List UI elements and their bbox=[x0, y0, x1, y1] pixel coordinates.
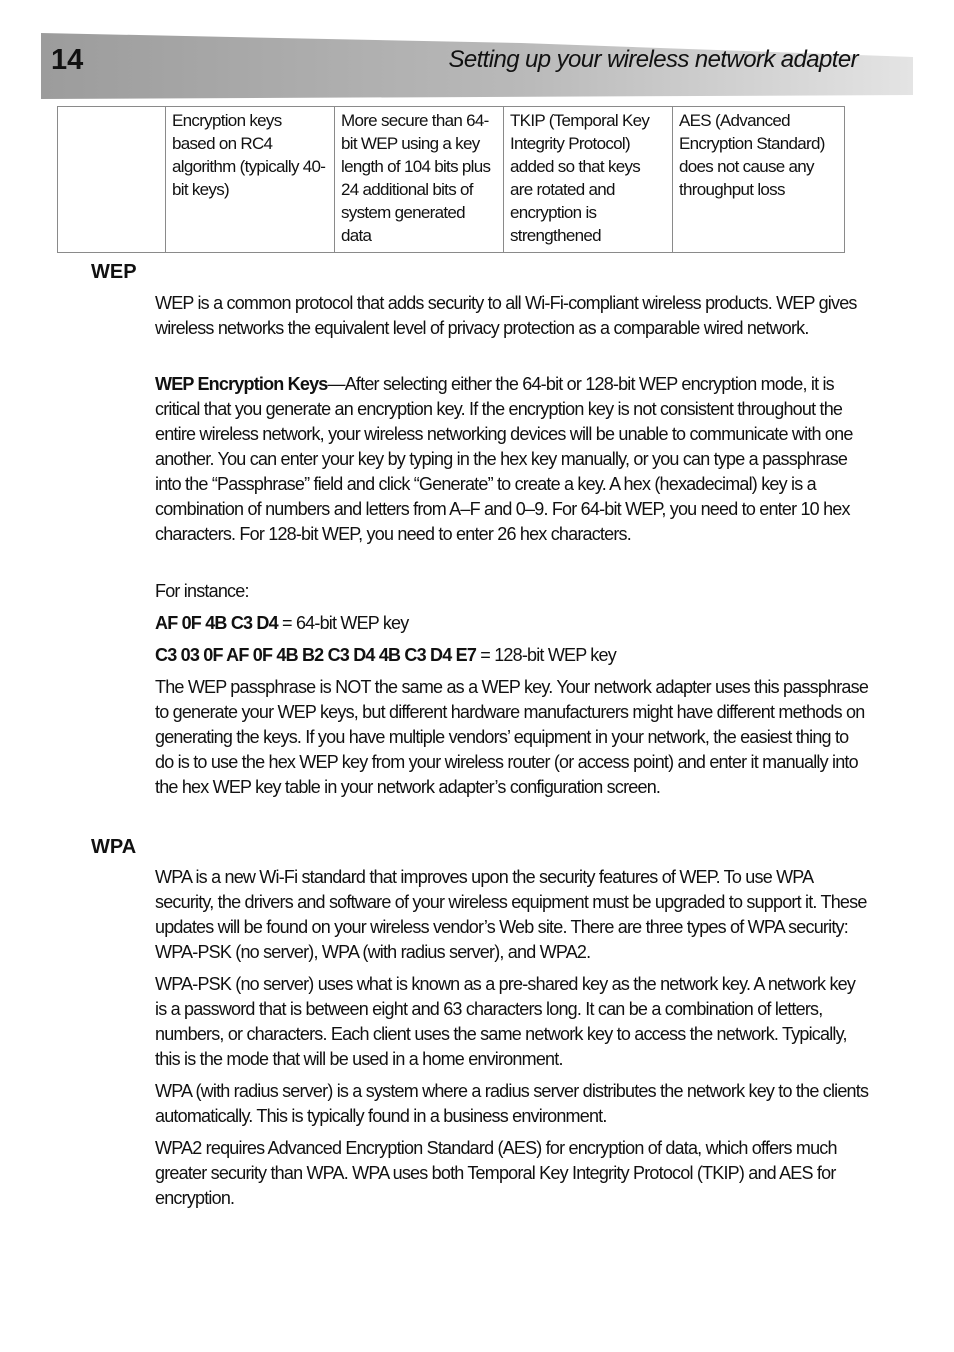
encryption-table bbox=[57, 106, 845, 253]
wep-passphrase-paragraph: The WEP passphrase is NOT the same as a WEP key. Your network adapter uses this passphrase to generate your WEP keys, but different hardware manufacturers might have different methods on generating the keys. If you have multiple vendors’ equipment in your network, the easiest thing to do is to use the hex WEP key from your wireless router (or access point) and enter it manually into the hex WEP key table in your network adapter’s configuration screen. bbox=[155, 677, 869, 797]
page-header bbox=[41, 33, 913, 99]
table-cell: AES (Advanced Encryption Standard) does not cause any throughput loss bbox=[673, 107, 845, 253]
table-cell bbox=[58, 107, 166, 253]
example-64bit-key-value: AF 0F 4B C3 D4 bbox=[155, 613, 278, 633]
page-number: 14 bbox=[51, 44, 84, 76]
wep-keys-label: WEP Encryption Keys bbox=[155, 374, 328, 394]
table-row bbox=[58, 107, 845, 253]
header-title: Setting up your wireless network adapter bbox=[448, 46, 858, 73]
wep-keys-text: —After selecting either the 64-bit or 128-bit WEP encryption mode, it is critical that you generate an encryption key. If the encryption key is not consistent throughout the entire wireless network, your wireless networking devices will be unable to communicate with one another. You can enter your key by typing in the hex key manually, or you can type a passphrase into the “Passphrase” field and click “Generate” to create a key. A hex (hexadecimal) key is a combination of numbers and letters from A–F and 0–9. For 64-bit WEP, you need to enter 10 hex characters. For 128-bit WEP, you need to enter 26 hex characters. bbox=[155, 374, 853, 544]
section-heading-wpa: WPA bbox=[91, 836, 137, 858]
wpa-radius-paragraph: WPA (with radius server) is a system where a radius server distributes the network key to the clients automatically. This is typically found in a business environment. bbox=[155, 1081, 869, 1126]
example-128bit-key-value: C3 03 0F AF 0F 4B B2 C3 D4 4B C3 D4 E7 bbox=[155, 645, 477, 665]
example-64bit-key bbox=[155, 611, 870, 636]
wpa-intro-paragraph: WPA is a new Wi-Fi standard that improves upon the security features of WEP. To use WPA security, the drivers and software of your wireless equipment must be upgraded to support it. These updates will be found on your wireless vendor’s Web site. There are three types of WPA security: WPA-PSK (no server), WPA (with radius server), and WPA2. bbox=[155, 867, 867, 962]
example-128bit-key bbox=[155, 643, 870, 668]
example-128bit-key-label: = 128-bit WEP key bbox=[476, 645, 616, 665]
table-cell: More secure than 64-bit WEP using a key length of 104 bits plus 24 additional bits of system generated data bbox=[335, 107, 504, 253]
wep-intro-paragraph: WEP is a common protocol that adds security to all Wi-Fi-compliant wireless products. WEP gives wireless networks the equivalent level of privacy protection as a comparable wired network. bbox=[155, 293, 857, 338]
table-cell: Encryption keys based on RC4 algorithm (typically 40-bit keys) bbox=[166, 107, 335, 253]
wpa2-paragraph: WPA2 requires Advanced Encryption Standard (AES) for encryption of data, which offers much greater security than WPA. WPA uses both Temporal Key Integrity Protocol (TKIP) and AES for encryption. bbox=[155, 1138, 837, 1208]
example-64bit-key-label: = 64-bit WEP key bbox=[277, 613, 409, 633]
table-cell: TKIP (Temporal Key Integrity Protocol) added so that keys are rotated and encryption is strengthened bbox=[504, 107, 673, 253]
wep-keys-paragraph bbox=[155, 372, 870, 547]
wpa-psk-paragraph: WPA-PSK (no server) uses what is known as a pre-shared key as the network key. A network key is a password that is between eight and 63 characters long. It can be a combination of letters, numbers, or characters. Each client uses the same network key to access the network. Typically, this is the mode that will be used in a home environment. bbox=[155, 974, 856, 1069]
section-heading-wep: WEP bbox=[91, 261, 137, 283]
for-instance-text: For instance: bbox=[155, 581, 249, 601]
